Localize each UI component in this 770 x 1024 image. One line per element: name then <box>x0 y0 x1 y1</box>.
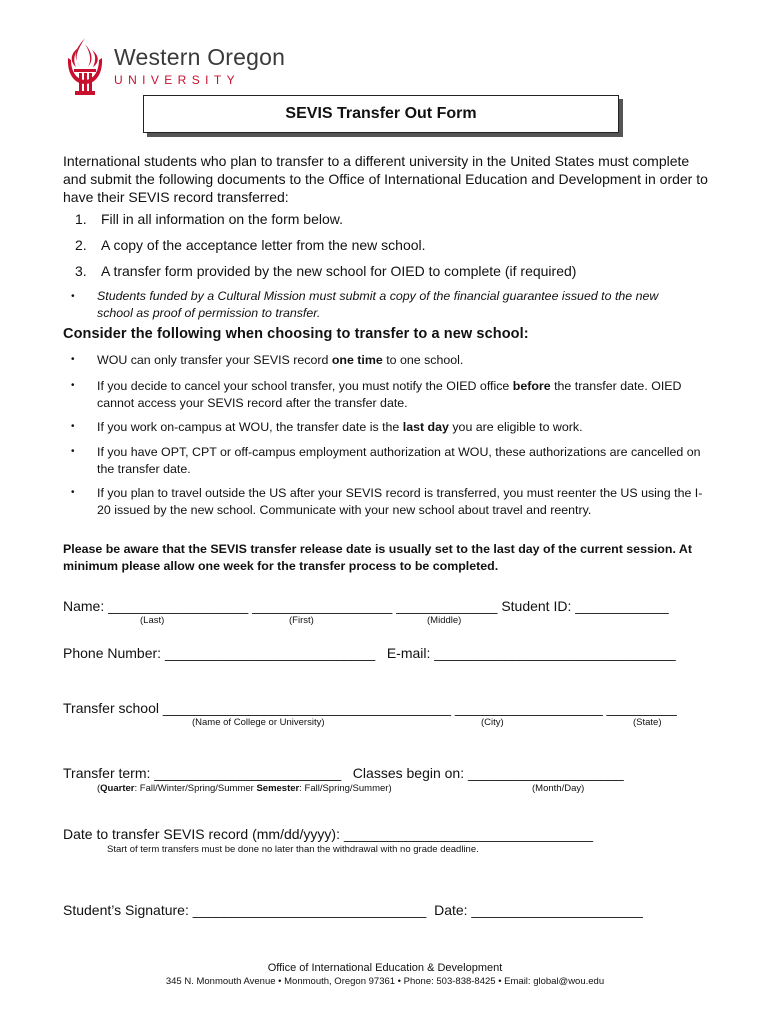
consideration-item: If you plan to travel outside the US after your SEVIS record is transferred, you must reenter the US using the I-20 issued by the new school. Communicate with your new school about travel and reentry. <box>97 486 703 517</box>
step-number: 1. <box>75 211 87 227</box>
step-text: A transfer form provided by the new school for OIED to complete (if required) <box>101 263 577 279</box>
name-field[interactable]: Name: __________________ __________________ _____________ Student ID: ____________ <box>63 598 669 614</box>
phone-email-field[interactable]: Phone Number: ___________________________ E-mail: _______________________________ <box>63 645 676 661</box>
step-number: 2. <box>75 237 87 253</box>
consideration-item: If you decide to cancel your school transfer, you must notify the OIED office before the transfer date. OIED cannot access your SEVIS record after the transfer date. <box>97 379 682 410</box>
name-first-hint: (First) <box>289 615 314 626</box>
transfer-school-field[interactable]: Transfer school _____________________________________ ___________________ _________ <box>63 700 677 716</box>
university-logo <box>62 36 292 102</box>
term-options-hint: (Quarter: Fall/Winter/Spring/Summer Semester: Fall/Spring/Summer) <box>97 783 392 794</box>
city-hint: (City) <box>481 717 504 728</box>
bullet-icon: • <box>71 354 75 365</box>
bullet-icon: • <box>71 487 75 498</box>
consideration-item: If you have OPT, CPT or off-campus employment authorization at WOU, these authorizations are cancelled on the transfer date. <box>97 445 701 476</box>
bullet-icon: • <box>71 380 75 391</box>
transfer-date-field[interactable]: Date to transfer SEVIS record (mm/dd/yyyy): ________________________________ <box>63 826 594 842</box>
torch-icon <box>62 36 108 98</box>
intro-paragraph: International students who plan to transfer to a different university in the United States must complete and submit the following documents to the Office of International Education and Development in order to have their SEVIS record transferred: <box>63 153 708 205</box>
state-hint: (State) <box>633 717 662 728</box>
bullet-icon: • <box>71 446 75 457</box>
month-day-hint: (Month/Day) <box>532 783 585 794</box>
consideration-item: WOU can only transfer your SEVIS record one time to one school. <box>97 353 464 367</box>
logo-university: UNIVERSITY <box>114 73 241 87</box>
step-text: Fill in all information on the form below. <box>101 211 343 227</box>
bullet-icon: • <box>71 421 75 432</box>
logo-name: Western Oregon <box>114 44 286 70</box>
footer-office: Office of International Education & Development <box>267 962 503 974</box>
name-middle-hint: (Middle) <box>427 615 462 626</box>
form-title: SEVIS Transfer Out Form <box>143 95 619 133</box>
footer-address: 345 N. Monmouth Avenue • Monmouth, Oregon 97361 • Phone: 503-838-8425 • Email: global@wou.edu <box>165 976 605 987</box>
consideration-item: If you work on-campus at WOU, the transfer date is the last day you are eligible to work. <box>97 420 583 434</box>
school-name-hint: (Name of College or University) <box>192 717 325 728</box>
cultural-mission-note: Students funded by a Cultural Mission must submit a copy of the financial guarantee issued to the new school as proof of permission to transfer. <box>97 289 659 320</box>
step-number: 3. <box>75 263 87 279</box>
name-last-hint: (Last) <box>140 615 165 626</box>
signature-date-field[interactable]: Student’s Signature: ______________________________ Date: ______________________ <box>63 902 643 918</box>
bullet-icon: • <box>71 291 75 302</box>
transfer-date-hint: Start of term transfers must be done no later than the withdrawal with no grade deadline. <box>107 844 479 855</box>
transfer-term-field[interactable]: Transfer term: ________________________ Classes begin on: ____________________ <box>63 765 624 781</box>
step-text: A copy of the acceptance letter from the new school. <box>101 237 426 253</box>
considerations-heading: Consider the following when choosing to transfer to a new school: <box>63 326 529 342</box>
transfer-warning: Please be aware that the SEVIS transfer release date is usually set to the last day of the current session. At minimum please allow one week for the transfer process to be completed. <box>63 542 692 573</box>
